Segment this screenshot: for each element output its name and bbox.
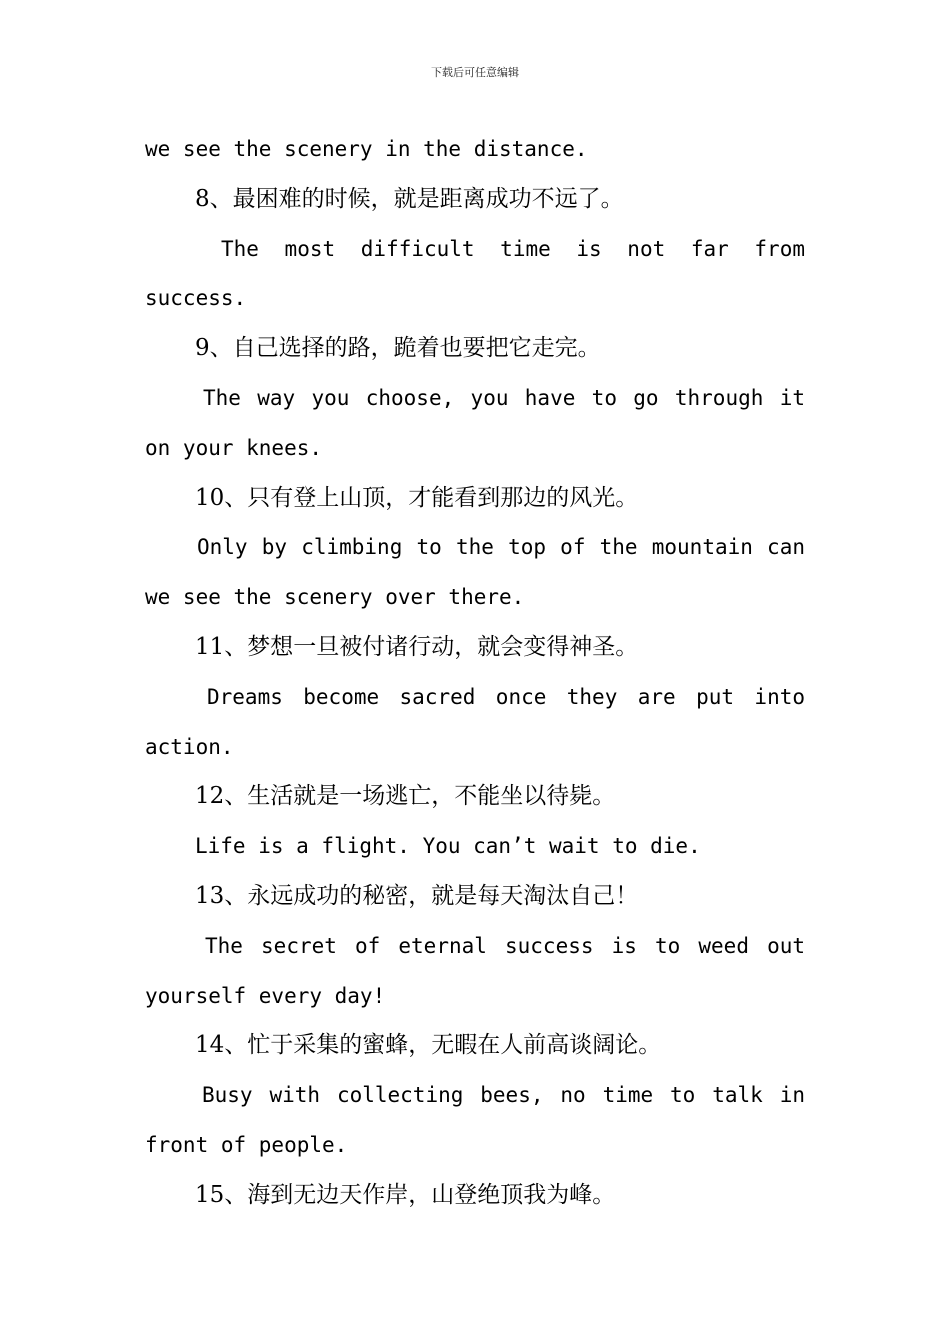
- text-line: action.: [145, 734, 234, 759]
- quote-chinese: 8、最困难的时候，就是距离成功不远了。: [195, 185, 624, 212]
- document-body: [145, 125, 805, 1221]
- quote-chinese: 14、忙于采集的蜜蜂，无暇在人前高谈阔论。: [195, 1032, 662, 1059]
- header-note: 下载后可任意编辑: [431, 66, 519, 79]
- text-line: we see the scenery in the distance.: [145, 137, 588, 161]
- quote-english: The way you choose, you have to go through it: [203, 385, 805, 410]
- text-line: front of people.: [145, 1132, 348, 1157]
- quote-english: Only by climbing to the top of the mountain can: [197, 535, 805, 560]
- text-line: success.: [145, 286, 247, 311]
- text-line: we see the scenery over there.: [145, 585, 525, 610]
- quote-chinese: 11、梦想一旦被付诸行动，就会变得神圣。: [195, 633, 639, 660]
- quote-chinese: 13、永远成功的秘密，就是每天淘汰自己！: [195, 882, 639, 909]
- quote-chinese: 15、海到无边天作岸，山登绝顶我为峰。: [195, 1181, 616, 1208]
- text-line: yourself every day!: [145, 983, 386, 1008]
- text-line: on your knees.: [145, 435, 323, 460]
- quote-english: Dreams become sacred once they are put into: [207, 684, 805, 709]
- quote-english: The most difficult time is not far from: [221, 236, 805, 261]
- quote-english: The secret of eternal success is to weed out: [205, 933, 805, 958]
- quote-chinese: 12、生活就是一场逃亡，不能坐以待毙。: [195, 783, 616, 810]
- quote-english: Life is a flight. You can’t wait to die.: [195, 834, 701, 859]
- quote-chinese: 9、自己选择的路，跪着也要把它走完。: [195, 335, 601, 362]
- quote-english: Busy with collecting bees, no time to talk in: [202, 1083, 805, 1108]
- quote-chinese: 10、只有登上山顶，才能看到那边的风光。: [195, 484, 639, 511]
